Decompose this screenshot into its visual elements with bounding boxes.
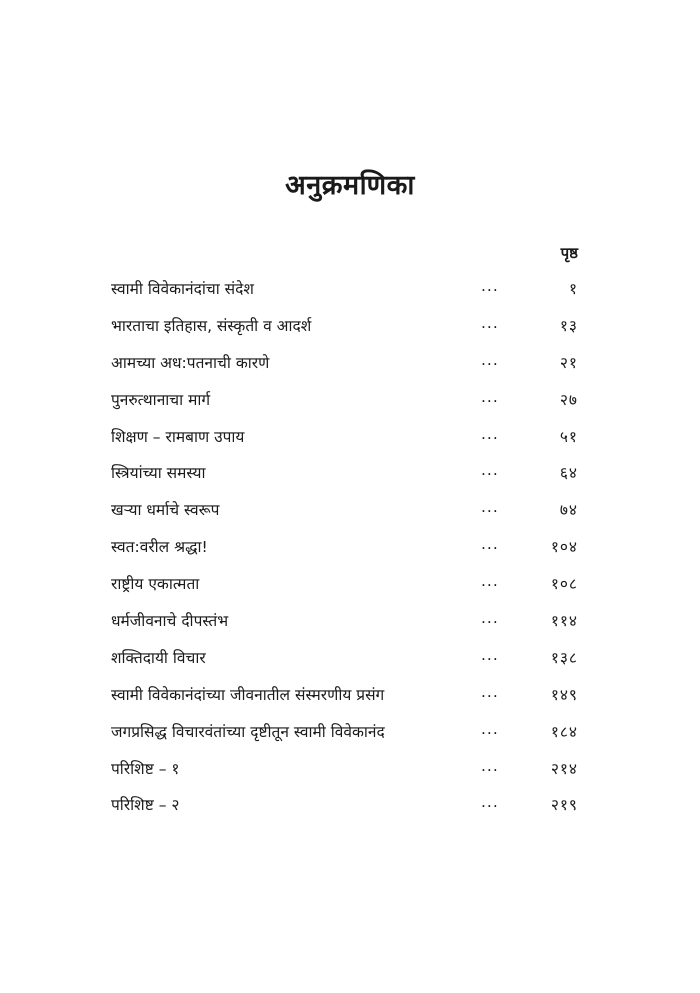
toc-entry-title: खऱ्या धर्माचे स्वरूप bbox=[111, 501, 220, 520]
toc-entry-leader: ... bbox=[481, 609, 499, 628]
toc-entry-page: ६४ bbox=[559, 464, 578, 483]
toc-entry-leader: ... bbox=[481, 645, 499, 664]
toc-entry-leader: ... bbox=[481, 756, 499, 775]
toc-entry-title: शक्तिदायी विचार bbox=[111, 648, 206, 667]
toc-entry-leader: ... bbox=[481, 277, 499, 295]
toc-entry-leader: ... bbox=[481, 572, 499, 591]
toc-entry-page: २१ bbox=[559, 353, 578, 372]
toc-entry-page: २७ bbox=[559, 390, 578, 409]
toc-entry-leader: ... bbox=[481, 682, 499, 701]
toc-entry-page: ७४ bbox=[559, 501, 578, 520]
toc-entry-leader: ... bbox=[481, 793, 499, 812]
toc-entry bbox=[111, 644, 578, 681]
toc-entry bbox=[111, 533, 578, 570]
toc-entry-page: २१९ bbox=[550, 796, 578, 815]
toc-entry-page: ५१ bbox=[559, 427, 578, 446]
toc-entry-page: १३८ bbox=[550, 648, 578, 667]
toc-entry-page: २१४ bbox=[550, 759, 578, 778]
toc-entry bbox=[111, 718, 578, 755]
toc-entry-leader: ... bbox=[481, 461, 499, 480]
toc-entry-leader: ... bbox=[481, 350, 499, 369]
toc-list bbox=[111, 275, 578, 828]
page-title: अनुक्रमणिका bbox=[285, 170, 415, 201]
toc-entry-leader: ... bbox=[481, 313, 499, 332]
toc-entry-page: १८४ bbox=[550, 722, 578, 741]
toc-entry-title: राष्ट्रीय एकात्मता bbox=[111, 575, 200, 594]
toc-entry-title: जगप्रसिद्ध विचारवंतांच्या दृष्टीतून स्वामी विवेकानंद bbox=[111, 722, 385, 741]
page-column-header: पृष्ठ bbox=[560, 244, 578, 262]
toc-entry bbox=[111, 275, 578, 312]
toc-entry bbox=[111, 312, 578, 349]
toc-entry bbox=[111, 386, 578, 423]
toc-entry-title: पुनरुत्थानाचा मार्ग bbox=[111, 390, 211, 409]
toc-entry bbox=[111, 607, 578, 644]
toc-entry-leader: ... bbox=[481, 424, 499, 443]
toc-entry-title: स्त्रियांच्या समस्या bbox=[111, 464, 206, 483]
toc-entry-title: स्वामी विवेकानंदांच्या जीवनातील संस्मरणीय प्रसंग bbox=[111, 685, 385, 704]
toc-entry bbox=[111, 349, 578, 386]
toc-entry-leader: ... bbox=[481, 535, 499, 554]
toc-entry-page: १०८ bbox=[550, 575, 578, 594]
toc-entry bbox=[111, 423, 578, 460]
toc-entry-title: शिक्षण – रामबाण उपाय bbox=[111, 427, 245, 446]
toc-entry-title: परिशिष्ट – १ bbox=[111, 759, 180, 778]
toc-entry-leader: ... bbox=[481, 498, 499, 517]
toc-entry-leader: ... bbox=[481, 719, 499, 738]
toc-entry-page: १४९ bbox=[550, 685, 578, 704]
toc-entry bbox=[111, 755, 578, 792]
toc-entry bbox=[111, 459, 578, 496]
toc-entry bbox=[111, 681, 578, 718]
toc-entry-title: स्वत:वरील श्रद्धा! bbox=[111, 538, 208, 557]
toc-entry-title: परिशिष्ट – २ bbox=[111, 796, 180, 815]
toc-entry-page: १३ bbox=[559, 316, 578, 335]
toc-entry bbox=[111, 791, 578, 828]
toc-entry-title: भारताचा इतिहास, संस्कृती व आदर्श bbox=[111, 316, 312, 335]
toc-entry-title: धर्मजीवनाचे दीपस्तंभ bbox=[111, 612, 229, 631]
toc-entry-title: आमच्या अध:पतनाची कारणे bbox=[111, 353, 270, 372]
toc-entry bbox=[111, 570, 578, 607]
toc-entry bbox=[111, 496, 578, 533]
toc-entry-page: ११४ bbox=[550, 612, 578, 631]
toc-entry-leader: ... bbox=[481, 387, 499, 406]
toc-entry-page: १०४ bbox=[550, 538, 578, 557]
toc-entry-title: स्वामी विवेकानंदांचा संदेश bbox=[111, 280, 254, 298]
toc-entry-page: १ bbox=[568, 280, 578, 298]
